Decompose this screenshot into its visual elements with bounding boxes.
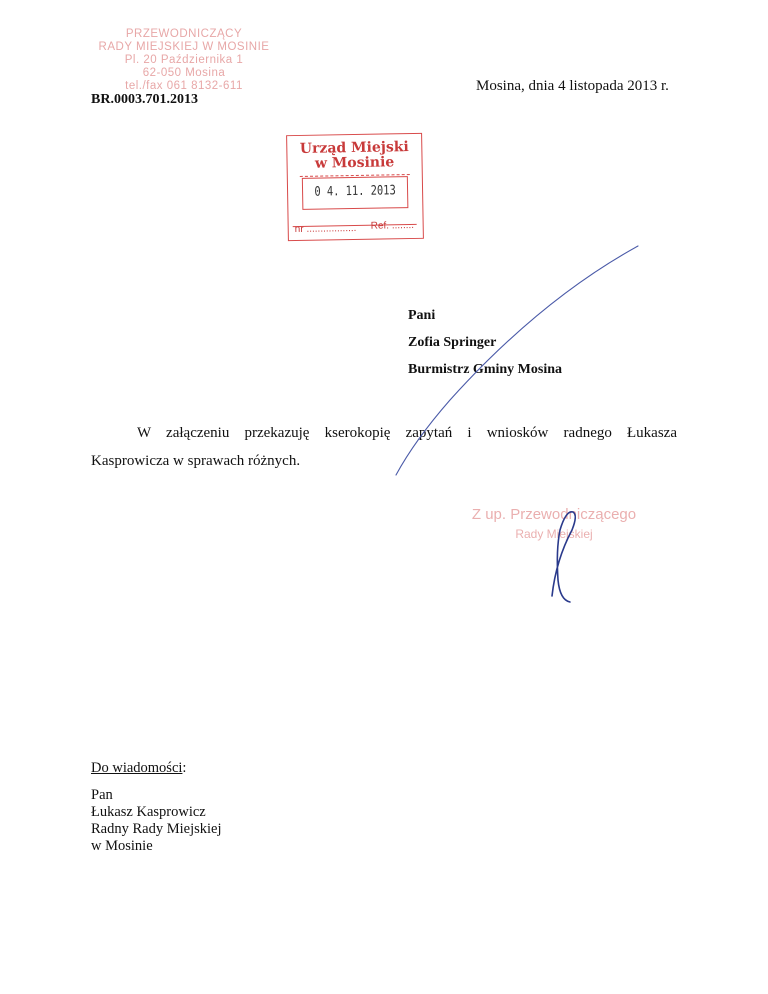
registry-stamp-title-line1: Urząd Miejski	[299, 139, 409, 157]
registry-date: 0 4. 11. 2013	[314, 183, 396, 200]
cc-line: Pan	[91, 787, 113, 803]
recipient-name: Zofia Springer	[408, 335, 497, 350]
cc-section	[91, 760, 222, 855]
registry-stamp-title	[287, 140, 422, 172]
cc-line: Łukasz Kasprowicz	[91, 804, 206, 820]
signature-stroke	[552, 512, 575, 602]
registry-date-box	[302, 176, 409, 210]
sender-stamp	[84, 28, 284, 93]
sender-stamp-line: Pl. 20 Października 1	[124, 54, 244, 66]
sender-stamp-line: RADY MIEJSKIEJ W MOSINIE	[98, 41, 270, 53]
cc-heading-colon: :	[182, 760, 187, 776]
registry-ref-label: Ref. ........	[370, 219, 415, 232]
sender-stamp-line: PRZEWODNICZĄCY	[125, 28, 243, 40]
letter-body-line: W załączeniu przekazuję kserokopię zapytań i wniosków radnego Łukasza	[137, 425, 677, 441]
signature-stamp-line2: Rady Miejskiej	[515, 527, 593, 541]
cc-heading: Do wiadomości	[91, 760, 183, 776]
handwritten-signature	[380, 240, 680, 640]
signature-stamp-line1: Z up. Przewodniczącego	[471, 506, 637, 523]
cc-line: w Mosinie	[91, 838, 153, 854]
sender-stamp-line: tel./fax 061 8132-611	[125, 80, 243, 92]
diagonal-pen-stroke	[396, 246, 638, 475]
letter-body-line: Kasprowicza w sprawach różnych.	[91, 453, 301, 469]
recipient-title: Burmistrz Gminy Mosina	[408, 362, 562, 377]
registry-stamp	[286, 133, 424, 241]
recipient-salutation: Pani	[408, 308, 436, 323]
reference-number: BR.0003.701.2013	[91, 92, 198, 107]
cc-line: Radny Rady Miejskiej	[91, 821, 222, 837]
registry-stamp-title-line2: w Mosinie	[314, 154, 395, 172]
place-date: Mosina, dnia 4 listopada 2013 r.	[476, 78, 669, 94]
cc-list	[91, 787, 222, 855]
cc-heading-wrap	[91, 760, 222, 777]
registry-nr-label: nr ..................	[294, 222, 357, 236]
sender-stamp-line: 62-050 Mosina	[142, 67, 226, 79]
